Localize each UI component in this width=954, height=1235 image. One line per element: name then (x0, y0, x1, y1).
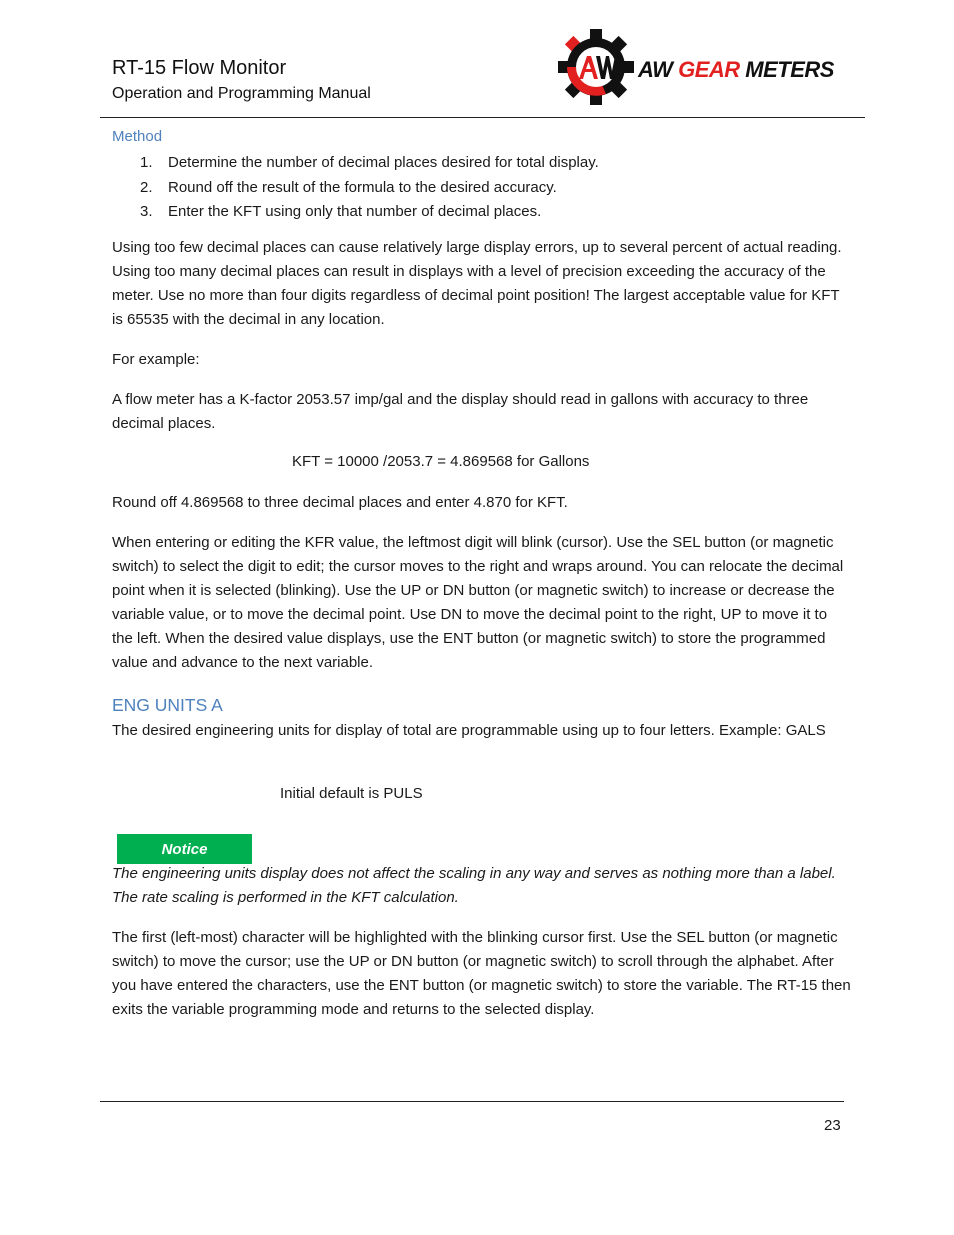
page-number: 23 (824, 1117, 841, 1134)
step-number: 1. (140, 154, 153, 171)
step-text: Round off the result of the formula to the desired accuracy. (168, 178, 557, 196)
default-value-line: Initial default is PULS (280, 785, 423, 802)
example-intro: For example: (112, 351, 200, 368)
document-title: RT-15 Flow Monitor (112, 57, 287, 79)
list-item (112, 200, 852, 225)
notice-text: The engineering units display does not affect the scaling in any way and serves as nothing more than a label. The rate scaling is performed in the KFT calculation. (112, 865, 836, 906)
footer-divider (100, 1101, 844, 1102)
example-description: A flow meter has a K-factor 2053.57 imp/gal and the display should read in gallons with accuracy to three decimal places. (112, 391, 809, 432)
decimal-places-paragraph: Using too few decimal places can cause relatively large display errors, up to several percent of actual reading. Using too many decimal places can result in displays with a level of precision exceeding the accuracy of the meter. Use no more than four digits regardless of decimal point position! The largest acceptable value for KFT is 65535 with the decimal in any location. (112, 239, 842, 328)
editing-instructions: When entering or editing the KFR value, the leftmost digit will blink (cursor). Use the SEL button (or magnetic switch) to select the digit to edit; the cursor moves to the right and wraps around. You can relocate the decimal point when it is selected (blinking). Use the UP or DN button (or magnetic switch) to increase or decrease the variable value, or to move the decimal point. Use DN to move the decimal point to the right, UP to move it to the left. When the desired value displays, use the ENT button (or magnetic switch) to store the programmed value and advance to the next variable. (112, 534, 844, 671)
logo-text-gear: GEAR (678, 57, 740, 82)
round-off-paragraph: Round off 4.869568 to three decimal places and enter 4.870 for KFT. (112, 494, 568, 511)
step-number: 2. (140, 178, 153, 196)
list-item (112, 151, 852, 176)
cursor-instructions: The first (left-most) character will be highlighted with the blinking cursor first. Use the SEL button (or magnetic switch) to move the cursor; use the UP or DN button (or magnetic switch) to scroll through the alphabet. After you have entered the characters, use the ENT button (or magnetic switch) to store the variable. The RT-15 then exits the variable programming mode and returns to the selected display. (112, 929, 851, 1018)
document-subtitle: Operation and Programming Manual (112, 85, 371, 102)
gear-logo-icon (556, 28, 638, 106)
kft-formula: KFT = 10000 /2053.7 = 4.869568 for Gallons (292, 453, 590, 470)
eng-units-description: The desired engineering units for display of total are programmable using up to four letters. Example: GALS (112, 722, 826, 739)
list-item (112, 176, 852, 201)
logo-text-aw: AW (638, 57, 673, 82)
eng-units-heading: ENG UNITS A (112, 695, 223, 715)
method-steps-list (112, 151, 852, 225)
step-text: Enter the KFT using only that number of decimal places. (168, 203, 542, 220)
step-text: Determine the number of decimal places desired for total display. (168, 154, 599, 171)
notice-badge: Notice (117, 834, 252, 864)
logo-wordmark (638, 57, 834, 83)
method-heading: Method (112, 128, 163, 145)
step-number: 3. (140, 203, 153, 220)
logo-text-meters: METERS (745, 57, 834, 82)
header-divider (100, 117, 865, 118)
